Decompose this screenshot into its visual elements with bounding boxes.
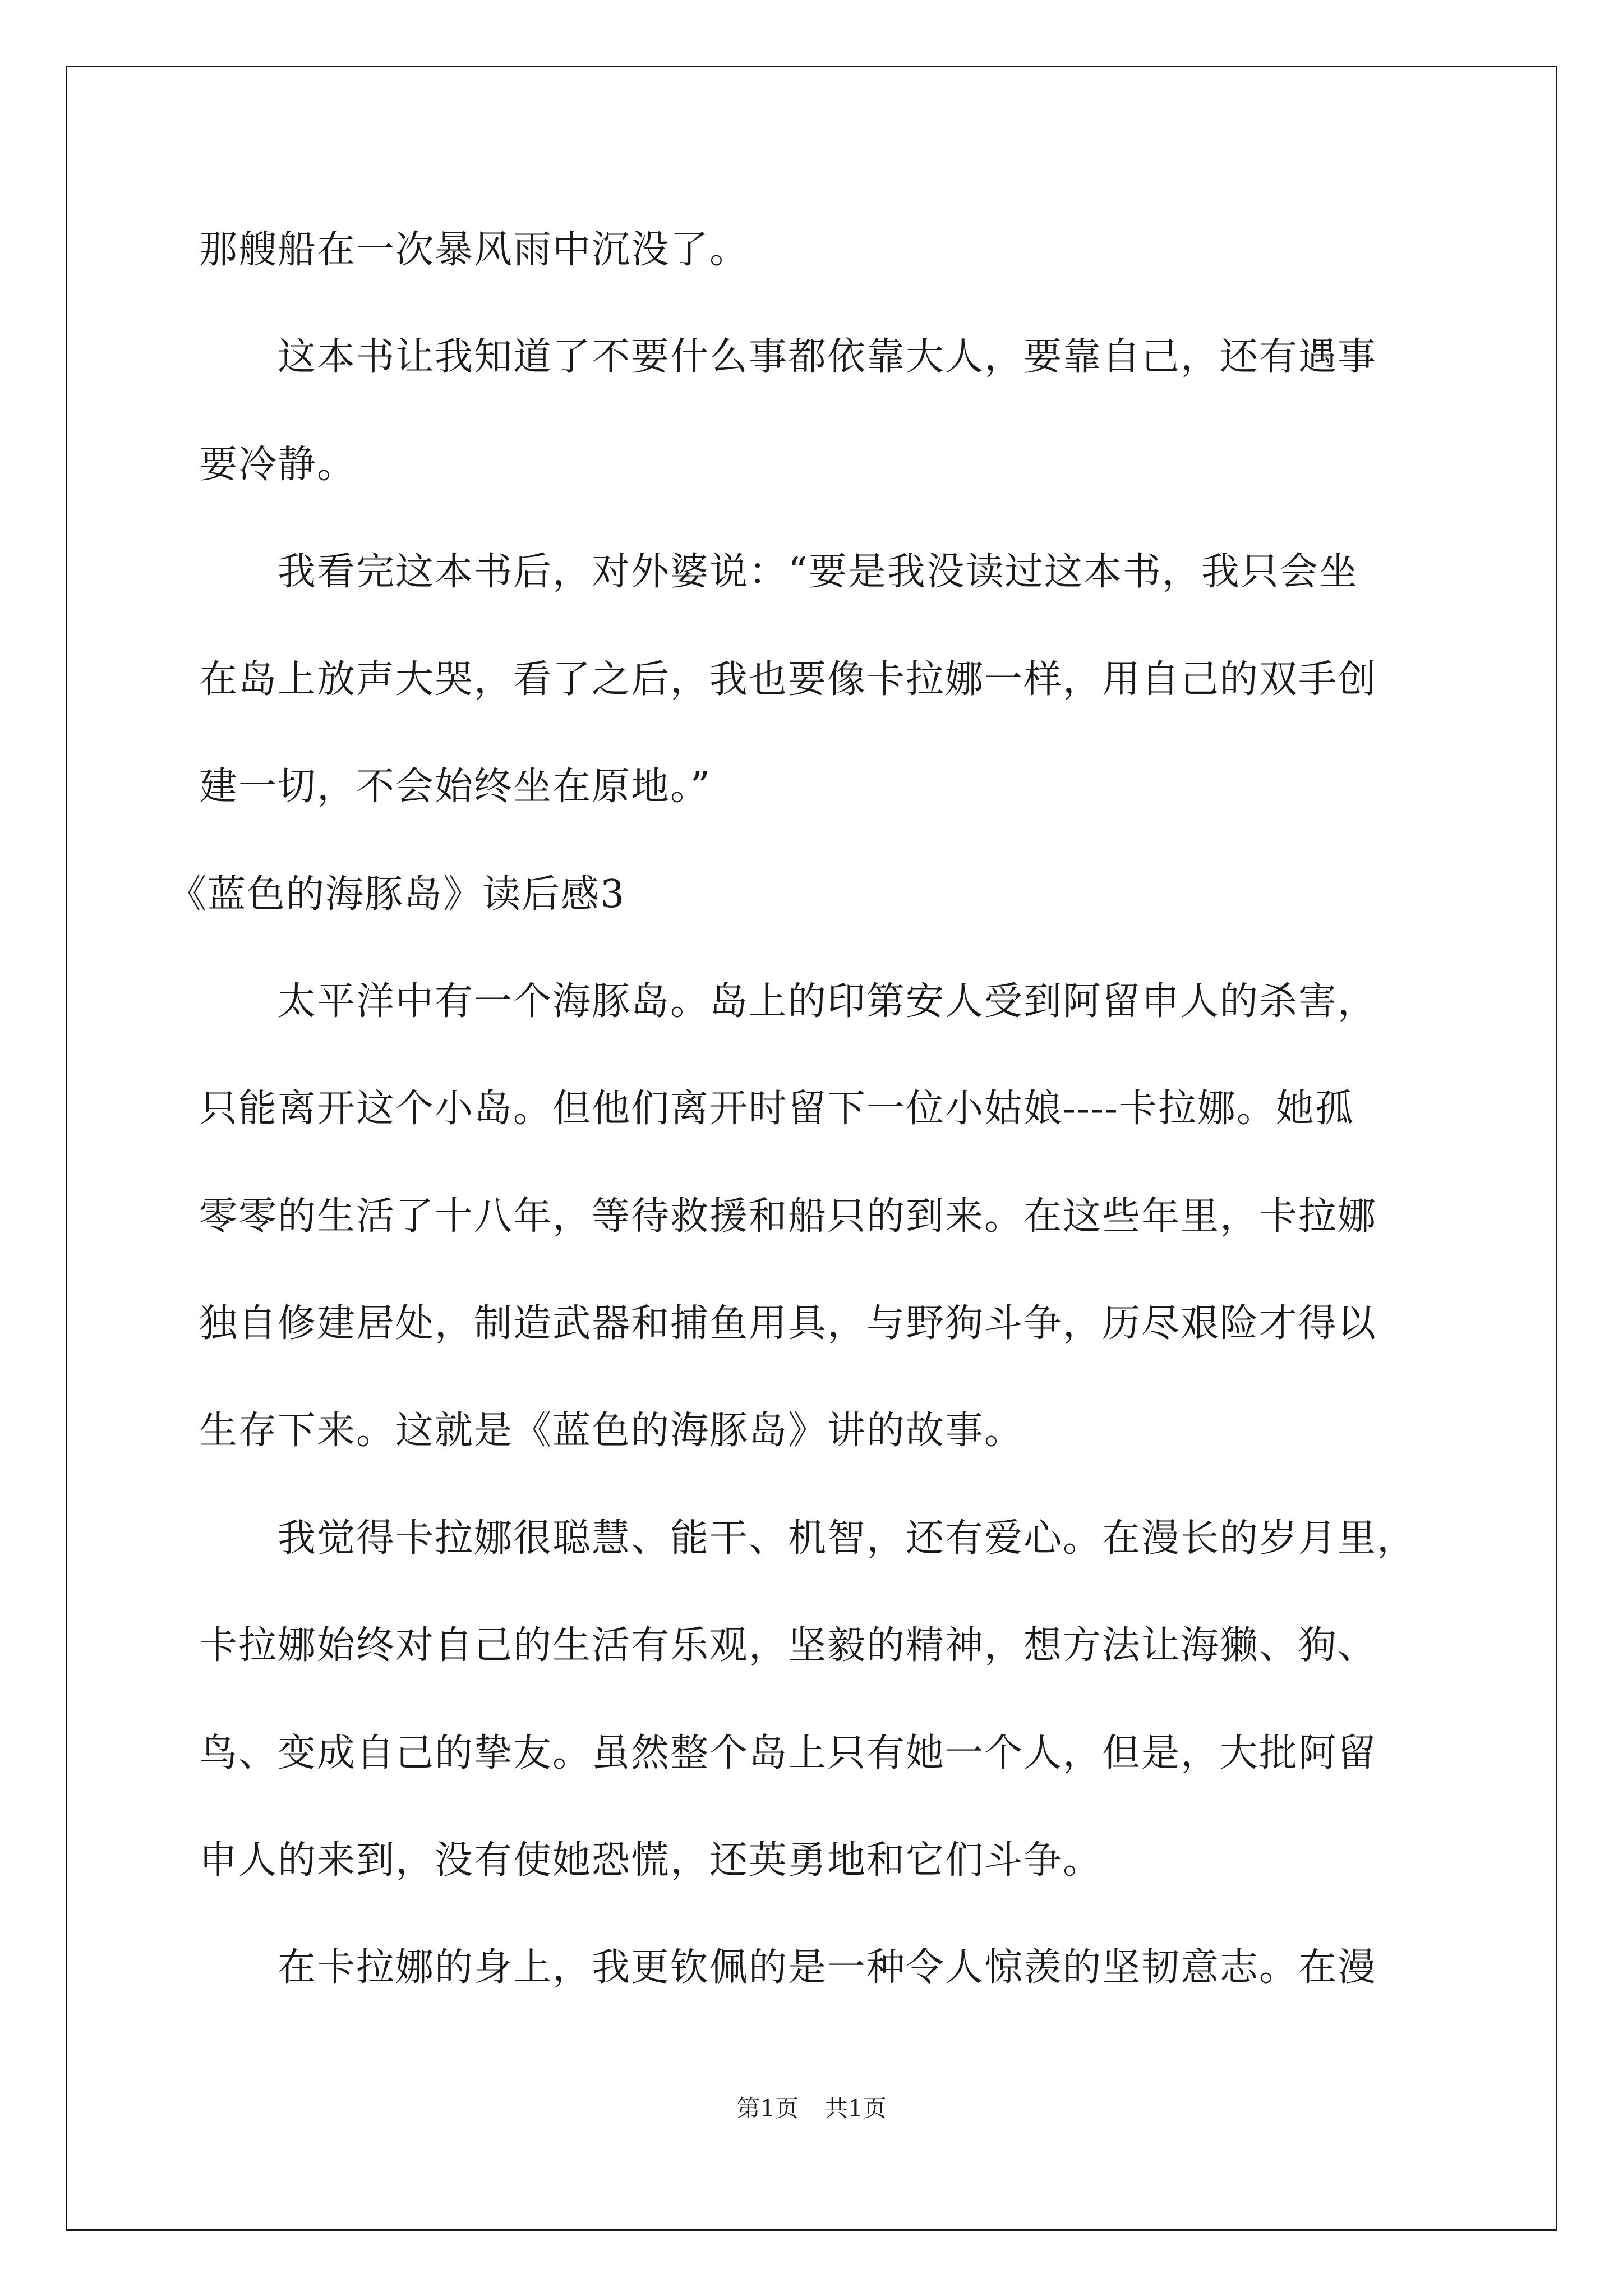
body-line: 只能离开这个小岛。但他们离开时留下一位小姑娘----卡拉娜。她孤 — [199, 1087, 1354, 1131]
body-line: 卡拉娜始终对自己的生活有乐观，坚毅的精神，想方法让海獭、狗、 — [199, 1623, 1377, 1668]
body-line: 这本书让我知道了不要什么事都依靠大人，要靠自己，还有遇事 — [199, 335, 1377, 379]
body-line: 零零的生活了十八年，等待救援和船只的到来。在这些年里，卡拉娜 — [199, 1194, 1377, 1239]
body-line: 我看完这本书后，对外婆说：“要是我没读过这本书，我只会坐 — [199, 550, 1358, 594]
page-number: 第1页 — [736, 2095, 799, 2122]
body-line: 我觉得卡拉娜很聪慧、能干、机智，还有爱心。在漫长的岁月里， — [199, 1516, 1417, 1561]
body-line: 申人的来到，没有使她恐慌，还英勇地和它们斗争。 — [199, 1838, 1103, 1883]
section-heading: 《蓝色的海豚岛》读后感3 — [168, 872, 626, 917]
body-line: 建一切，不会始终坐在原地。” — [199, 765, 711, 809]
page-total: 共1页 — [824, 2095, 887, 2122]
page-border — [66, 66, 1557, 2231]
body-line: 在岛上放声大哭，看了之后，我也要像卡拉娜一样，用自己的双手创 — [199, 657, 1377, 702]
body-line: 独自修建居处，制造武器和捕鱼用具，与野狗斗争，历尽艰险才得以 — [199, 1301, 1377, 1346]
body-line: 鸟、变成自己的挚友。虽然整个岛上只有她一个人，但是，大批阿留 — [199, 1731, 1377, 1775]
body-line: 太平洋中有一个海豚岛。岛上的印第安人受到阿留申人的杀害， — [199, 979, 1377, 1024]
page-footer — [0, 2097, 1623, 2120]
body-line: 要冷静。 — [199, 443, 357, 487]
body-line: 生存下来。这就是《蓝色的海豚岛》讲的故事。 — [199, 1409, 1024, 1453]
body-line: 那艘船在一次暴风雨中沉没了。 — [199, 228, 749, 272]
body-line: 在卡拉娜的身上，我更钦佩的是一种令人惊羡的坚韧意志。在漫 — [199, 1945, 1377, 1990]
